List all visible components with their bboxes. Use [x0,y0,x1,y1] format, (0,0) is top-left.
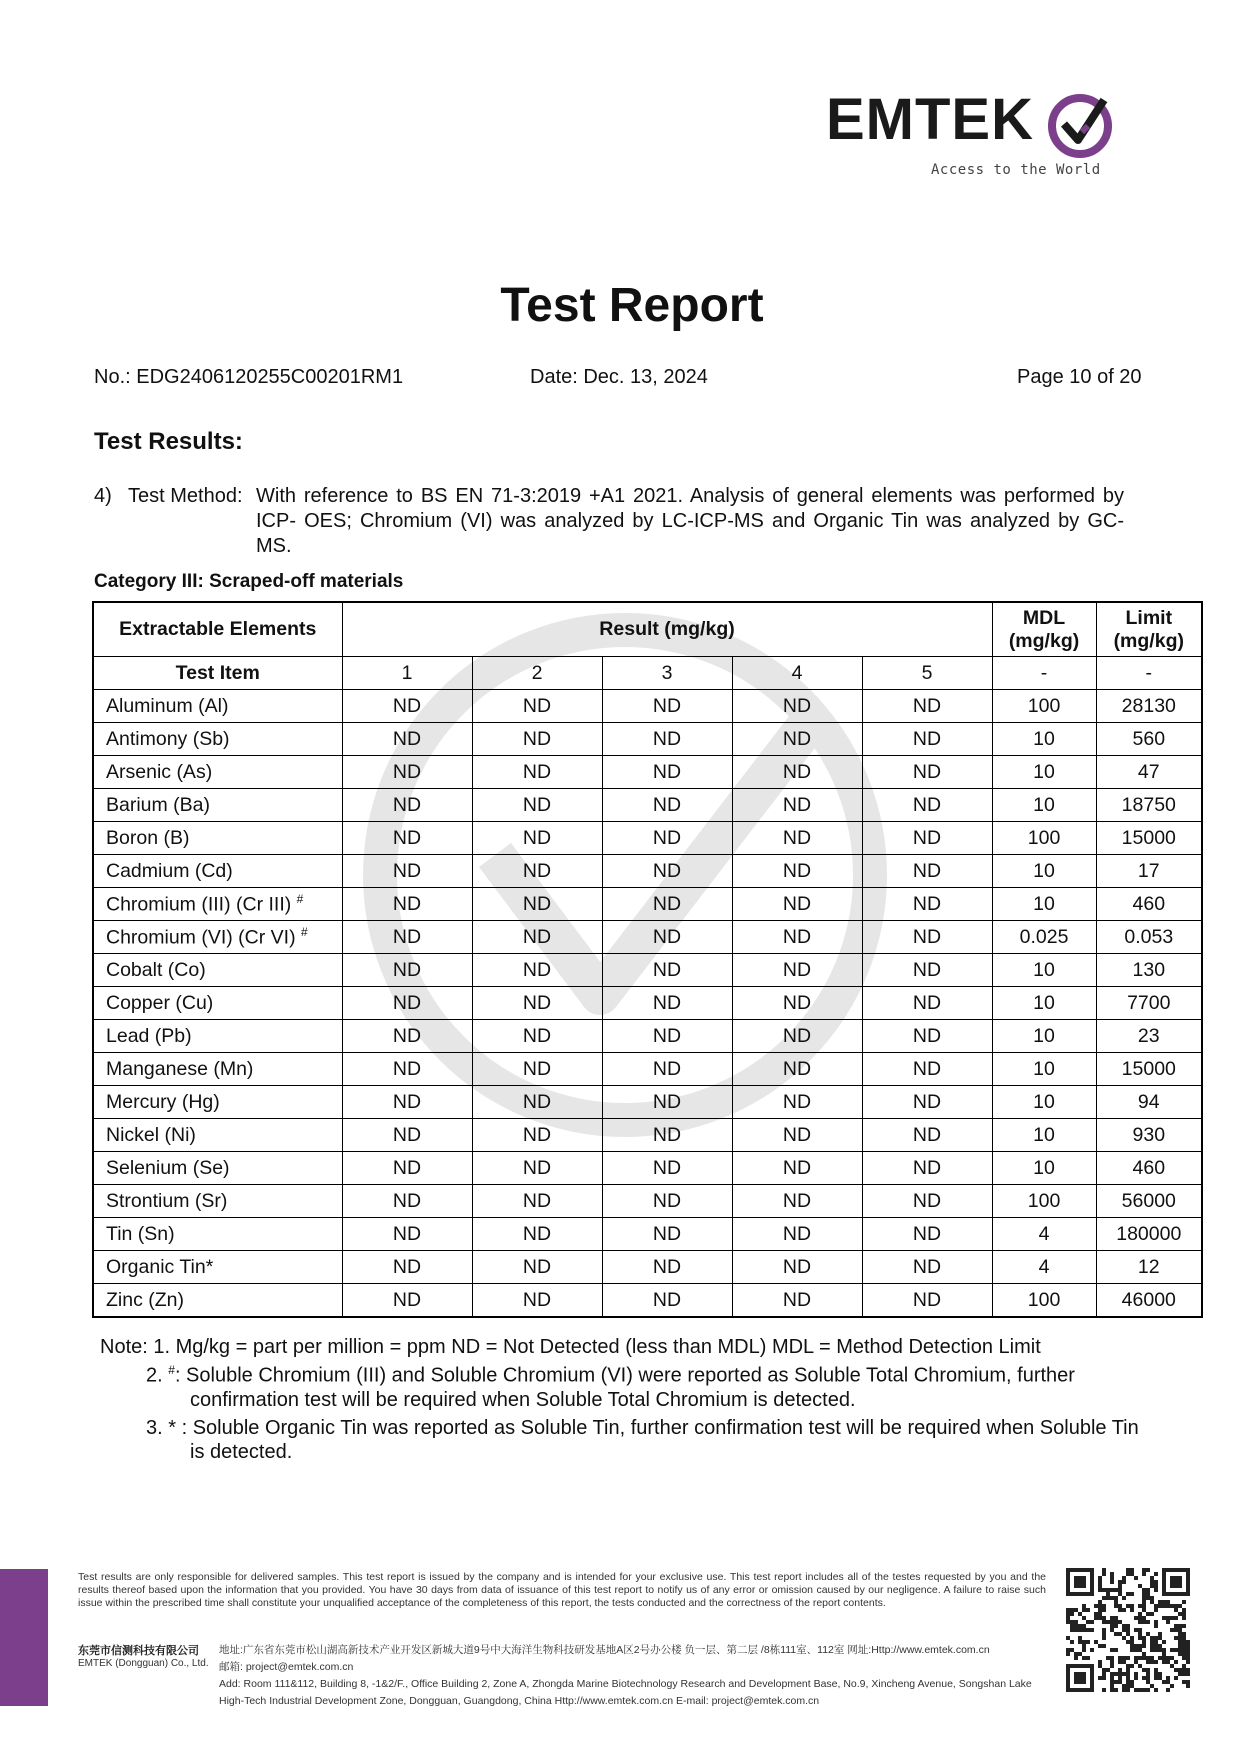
test-item-name: Cadmium (Cd) [106,859,233,882]
table-header-row [93,602,1202,657]
table-row [93,1053,1202,1086]
footer-email-cn: 邮箱: project@emtek.com.cn [219,1661,354,1673]
footer-address-cn: 地址:广东省东莞市松山湖高新技术产业开发区新城大道9号中大海洋生物科技研发基地A区2号办公楼 负一层、第二层 /8栋111室、112室 网址:Http://www.emtek.com.cn [219,1644,990,1656]
result-cell: ND [732,723,862,756]
result-cell: ND [862,954,992,987]
test-item-cell [93,1119,342,1152]
footer-company-en: EMTEK (Dongguan) Co., Ltd. [78,1658,209,1669]
result-cell: ND [602,1119,732,1152]
test-item-name: Zinc (Zn) [106,1288,184,1311]
report-number: No.: EDG2406120255C00201RM1 [94,366,404,388]
result-cell: ND [602,723,732,756]
result-cell: ND [342,987,472,1020]
test-item-name: Chromium (VI) (Cr VI) [106,926,296,949]
result-cell: ND [602,822,732,855]
header-test-item: Test Item [93,657,342,690]
result-cell: ND [342,789,472,822]
result-cell: ND [732,921,862,954]
table-row [93,1218,1202,1251]
table-subheader-row [93,657,1202,690]
result-cell: ND [732,1185,862,1218]
result-cell: ND [602,1020,732,1053]
result-cell: ND [862,1020,992,1053]
result-cell: ND [602,1218,732,1251]
table-row [93,822,1202,855]
result-cell: ND [732,690,862,723]
mdl-cell: 10 [992,987,1096,1020]
header-extractable-elements: Extractable Elements [93,602,342,657]
result-cell: ND [472,822,602,855]
result-cell: ND [342,921,472,954]
table-row [93,954,1202,987]
test-item-name: Antimony (Sb) [106,727,230,750]
result-cell: ND [862,1284,992,1318]
footer-address [219,1642,1049,1710]
test-item-cell [93,789,342,822]
result-cell: ND [862,888,992,921]
result-cell: ND [602,921,732,954]
result-cell: ND [342,1185,472,1218]
report-date: Date: Dec. 13, 2024 [530,366,708,388]
result-cell: ND [602,1251,732,1284]
test-item-name: Cobalt (Co) [106,958,206,981]
test-item-name: Boron (B) [106,826,190,849]
result-cell: ND [342,1119,472,1152]
note-1: Note: 1. Mg/kg = part per million = ppm ND = Not Detected (less than MDL) MDL = Method Detection Limit [100,1336,1041,1358]
mdl-cell: 10 [992,1086,1096,1119]
test-item-cell [93,921,342,954]
result-cell: ND [472,1251,602,1284]
limit-cell: 0.053 [1096,921,1202,954]
mdl-cell: 4 [992,1218,1096,1251]
result-cell: ND [862,822,992,855]
result-cell: ND [472,789,602,822]
test-item-name: Barium (Ba) [106,793,211,816]
sample-number: 4 [732,657,862,690]
table-row [93,1086,1202,1119]
result-cell: ND [342,1086,472,1119]
limit-cell: 180000 [1096,1218,1202,1251]
result-cell: ND [342,1218,472,1251]
section-heading: Test Results: [94,428,243,455]
result-cell: ND [342,855,472,888]
sample-number: 3 [602,657,732,690]
table-row [93,987,1202,1020]
table-body [93,690,1202,1318]
result-cell: ND [472,888,602,921]
limit-cell: 23 [1096,1020,1202,1053]
table-row [93,1284,1202,1318]
result-cell: ND [342,1053,472,1086]
mdl-dash: - [992,657,1096,690]
result-cell: ND [602,1152,732,1185]
result-cell: ND [732,1086,862,1119]
logo-wordmark: EMTEK [826,87,1034,152]
note-2-mark: # [168,1363,175,1377]
sample-number: 5 [862,657,992,690]
result-cell: ND [342,1020,472,1053]
limit-cell: 17 [1096,855,1202,888]
result-cell: ND [602,855,732,888]
test-item-name: Organic Tin* [106,1255,214,1278]
limit-cell: 46000 [1096,1284,1202,1318]
test-item-cell [93,723,342,756]
result-cell: ND [862,690,992,723]
result-cell: ND [602,789,732,822]
table-row [93,855,1202,888]
test-item-name: Aluminum (Al) [106,694,229,717]
footer-accent-bar [0,1569,48,1706]
result-cell: ND [732,1218,862,1251]
test-item-cell [93,888,342,921]
result-cell: ND [602,888,732,921]
result-cell: ND [862,987,992,1020]
result-cell: ND [862,1152,992,1185]
limit-cell: 930 [1096,1119,1202,1152]
test-item-cell [93,822,342,855]
result-cell: ND [862,1119,992,1152]
category-heading: Category III: Scraped-off materials [94,571,404,592]
page-number: Page 10 of 20 [1017,366,1142,388]
result-cell: ND [732,1284,862,1318]
header-mdl: MDL (mg/kg) [992,602,1096,657]
test-item-footnote-mark: # [296,891,304,906]
result-cell: ND [732,1152,862,1185]
mdl-cell: 10 [992,888,1096,921]
mdl-cell: 10 [992,855,1096,888]
result-cell: ND [342,1152,472,1185]
result-cell: ND [472,723,602,756]
result-cell: ND [602,1086,732,1119]
limit-cell: 28130 [1096,690,1202,723]
result-cell: ND [732,888,862,921]
result-cell: ND [862,1218,992,1251]
test-item-name: Manganese (Mn) [106,1057,254,1080]
test-item-cell [93,1086,342,1119]
limit-cell: 15000 [1096,822,1202,855]
table-row [93,789,1202,822]
note-2 [146,1358,1146,1412]
result-cell: ND [732,1251,862,1284]
limit-cell: 56000 [1096,1185,1202,1218]
result-cell: ND [342,1251,472,1284]
mdl-cell: 10 [992,1020,1096,1053]
result-cell: ND [342,888,472,921]
note-2-text: : Soluble Chromium (III) and Soluble Chromium (VI) were reported as Soluble Total Chromium, further confirmation test will be required when Soluble Total Chromium is detected. [174,1364,1075,1411]
result-cell: ND [472,1020,602,1053]
footer-address-en-1: Add: Room 111&112, Building 8, -1&2/F., Office Building 2, Zone A, Zhongda Marine Biotechnology Research and Development Base, No.9, Xincheng Avenue, Songshan Lake [219,1678,1032,1690]
result-cell: ND [602,1284,732,1318]
result-cell: ND [472,1152,602,1185]
result-cell: ND [732,987,862,1020]
header-result: Result (mg/kg) [342,602,992,657]
result-cell: ND [732,822,862,855]
result-cell: ND [342,690,472,723]
table-row [93,723,1202,756]
limit-cell: 460 [1096,888,1202,921]
company-logo [826,86,1126,186]
limit-dash: - [1096,657,1202,690]
test-item-name: Nickel (Ni) [106,1123,196,1146]
mdl-cell: 100 [992,1185,1096,1218]
result-cell: ND [602,987,732,1020]
test-item-footnote-mark: # [301,924,308,939]
limit-cell: 94 [1096,1086,1202,1119]
method-text: With reference to BS EN 71-3:2019 +A1 2021. Analysis of general elements was performed by ICP- OES; Chromium (VI) was analyzed by LC-ICP-MS and Organic Tin was analyzed by GC-MS. [256,485,1124,557]
mdl-cell: 100 [992,690,1096,723]
note-2-prefix: 2. [146,1364,163,1387]
footer-company-cn: 东莞市信测科技有限公司 [78,1645,199,1657]
limit-cell: 47 [1096,756,1202,789]
result-cell: ND [862,1185,992,1218]
result-cell: ND [732,954,862,987]
result-cell: ND [732,855,862,888]
result-cell: ND [862,855,992,888]
result-cell: ND [472,690,602,723]
result-cell: ND [472,1053,602,1086]
result-cell: ND [472,987,602,1020]
result-cell: ND [472,954,602,987]
test-item-cell [93,1218,342,1251]
limit-cell: 460 [1096,1152,1202,1185]
result-cell: ND [732,1020,862,1053]
result-cell: ND [342,756,472,789]
test-item-name: Chromium (III) (Cr III) [106,893,292,916]
result-cell: ND [732,1119,862,1152]
result-cell: ND [862,789,992,822]
result-cell: ND [602,1185,732,1218]
test-item-name: Strontium (Sr) [106,1189,228,1212]
table-row [93,756,1202,789]
test-item-name: Selenium (Se) [106,1156,230,1179]
test-item-cell [93,855,342,888]
table-row [93,1185,1202,1218]
footer-disclaimer: Test results are only responsible for delivered samples. This test report is issued by the company and is intended for your exclusive use. This test report includes all of the testes requested by you and the results thereof based upon the information that you provided. You have 30 days from data of issuance of this test report to notify us of any error or omission caused by our negligence. A failure to raise such issue within the prescribed time shall constitute your unqualified acceptance of the completeness of this report, the tests conducted and the correctness of the report contents. [78,1571,1046,1609]
result-cell: ND [342,822,472,855]
result-cell: ND [472,921,602,954]
result-cell: ND [732,756,862,789]
mdl-cell: 4 [992,1251,1096,1284]
result-cell: ND [602,756,732,789]
report-title: Test Report [500,279,764,332]
test-item-cell [93,1251,342,1284]
limit-cell: 15000 [1096,1053,1202,1086]
result-cell: ND [342,723,472,756]
logo-check-icon [1044,90,1116,162]
result-cell: ND [472,1284,602,1318]
table-row [93,1020,1202,1053]
mdl-cell: 100 [992,822,1096,855]
test-item-cell [93,1020,342,1053]
test-item-cell [93,756,342,789]
table-row [93,1119,1202,1152]
limit-cell: 7700 [1096,987,1202,1020]
limit-cell: 18750 [1096,789,1202,822]
test-item-name: Lead (Pb) [106,1024,192,1047]
header-limit: Limit (mg/kg) [1096,602,1202,657]
test-item-cell [93,1152,342,1185]
result-cell: ND [862,756,992,789]
test-item-cell [93,1284,342,1318]
result-cell: ND [472,1185,602,1218]
result-cell: ND [862,723,992,756]
method-number: 4) [94,485,112,507]
result-cell: ND [472,1086,602,1119]
result-cell: ND [602,1053,732,1086]
test-item-cell [93,1185,342,1218]
result-cell: ND [862,1053,992,1086]
mdl-cell: 10 [992,1053,1096,1086]
footer-address-en-2: High-Tech Industrial Development Zone, Dongguan, Guangdong, China Http://www.emtek.com.cn E-mail: project@emtek.com.cn [219,1695,820,1707]
result-cell: ND [342,1284,472,1318]
limit-cell: 130 [1096,954,1202,987]
result-cell: ND [472,855,602,888]
mdl-cell: 10 [992,1152,1096,1185]
mdl-cell: 10 [992,789,1096,822]
result-cell: ND [862,921,992,954]
result-cell: ND [602,954,732,987]
table-row [93,1152,1202,1185]
test-item-name: Copper (Cu) [106,991,214,1014]
table-row [93,921,1202,954]
results-table [92,601,1203,1318]
mdl-cell: 10 [992,1119,1096,1152]
qr-code-icon [1066,1568,1190,1692]
result-cell: ND [342,954,472,987]
mdl-cell: 0.025 [992,921,1096,954]
test-item-name: Arsenic (As) [106,760,213,783]
table-row [93,888,1202,921]
result-cell: ND [602,690,732,723]
mdl-cell: 10 [992,723,1096,756]
logo-tagline: Access to the World [931,162,1101,178]
result-cell: ND [862,1086,992,1119]
sample-number: 2 [472,657,602,690]
limit-cell: 560 [1096,723,1202,756]
mdl-cell: 100 [992,1284,1096,1318]
result-cell: ND [472,756,602,789]
mdl-cell: 10 [992,954,1096,987]
limit-cell: 12 [1096,1251,1202,1284]
note-3-text: 3. * : Soluble Organic Tin was reported as Soluble Tin, further confirmation test will be required when Soluble Tin is detected. [146,1417,1139,1463]
mdl-cell: 10 [992,756,1096,789]
test-item-cell [93,1053,342,1086]
test-item-cell [93,954,342,987]
result-cell: ND [472,1119,602,1152]
result-cell: ND [862,1251,992,1284]
result-cell: ND [732,789,862,822]
test-item-name: Tin (Sn) [106,1222,175,1245]
table-row [93,1251,1202,1284]
method-label: Test Method: [128,485,243,507]
sample-number: 1 [342,657,472,690]
test-item-cell [93,987,342,1020]
table-row [93,690,1202,723]
test-item-name: Mercury (Hg) [106,1090,220,1113]
result-cell: ND [472,1218,602,1251]
result-cell: ND [732,1053,862,1086]
note-3 [146,1416,1146,1464]
test-item-cell [93,690,342,723]
